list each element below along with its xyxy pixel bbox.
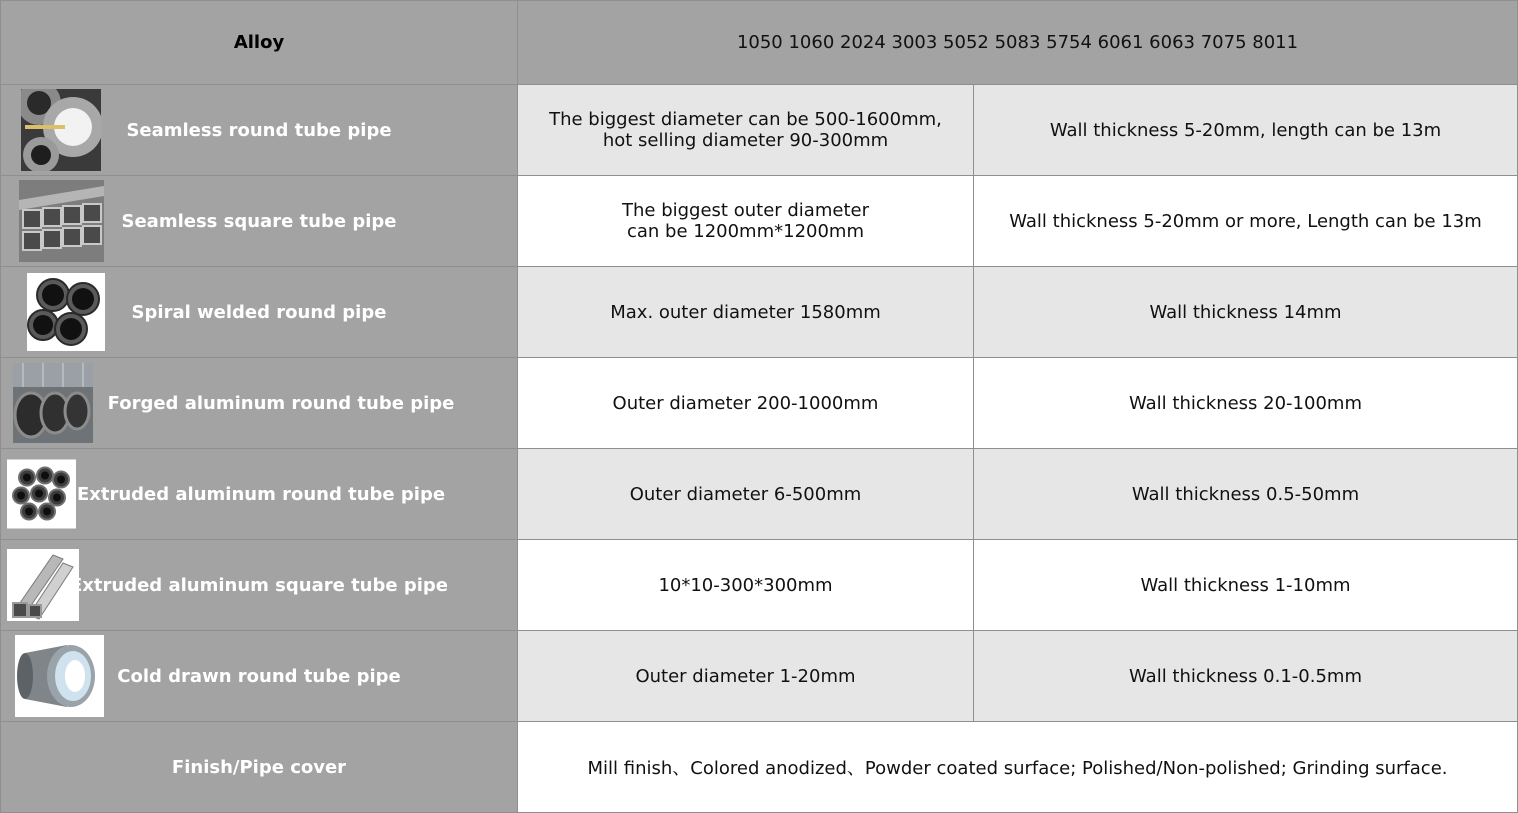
alloy-label: Alloy <box>1 1 518 85</box>
extruded-round-pipe-photo <box>7 460 76 529</box>
product-cell <box>1 540 518 631</box>
thickness-cell: Wall thickness 1-10mm <box>974 540 1518 631</box>
alloy-grades: 1050 1060 2024 3003 5052 5083 5754 6061 6063 7075 8011 <box>518 1 1518 85</box>
table-row <box>1 267 1518 358</box>
table-row <box>1 631 1518 722</box>
table-row <box>1 176 1518 267</box>
product-name: Spiral welded round pipe <box>131 301 387 323</box>
product-name: Cold drawn round tube pipe <box>117 665 401 687</box>
table-row <box>1 449 1518 540</box>
diameter-cell: Outer diameter 1-20mm <box>518 631 974 722</box>
thickness-cell: Wall thickness 0.5-50mm <box>974 449 1518 540</box>
product-cell <box>1 358 518 449</box>
seamless-square-pipe-photo <box>19 180 104 262</box>
product-cell <box>1 85 518 176</box>
diameter-cell: 10*10-300*300mm <box>518 540 974 631</box>
diameter-cell: Outer diameter 6-500mm <box>518 449 974 540</box>
table-row <box>1 540 1518 631</box>
thickness-cell: Wall thickness 14mm <box>974 267 1518 358</box>
product-name: Seamless round tube pipe <box>126 119 392 141</box>
thickness-cell: Wall thickness 20-100mm <box>974 358 1518 449</box>
product-name: Extruded aluminum round tube pipe <box>76 483 446 505</box>
thickness-cell: Wall thickness 5-20mm or more, Length can be 13m <box>974 176 1518 267</box>
product-cell <box>1 449 518 540</box>
extruded-square-pipe-photo <box>7 549 79 621</box>
finish-label: Finish/Pipe cover <box>1 722 518 813</box>
finish-value: Mill finish、Colored anodized、Powder coated surface; Polished/Non-polished; Grinding surface. <box>518 722 1518 813</box>
product-name: Extruded aluminum square tube pipe <box>70 574 448 596</box>
table-row <box>1 358 1518 449</box>
table-row <box>1 85 1518 176</box>
spiral-welded-pipe-photo <box>27 273 105 351</box>
product-cell <box>1 631 518 722</box>
product-cell <box>1 267 518 358</box>
diameter-cell: Outer diameter 200-1000mm <box>518 358 974 449</box>
diameter-cell: The biggest outer diameter can be 1200mm*1200mm <box>518 176 974 267</box>
product-name: Forged aluminum round tube pipe <box>107 392 455 414</box>
finish-row <box>1 722 1518 813</box>
thickness-cell: Wall thickness 0.1-0.5mm <box>974 631 1518 722</box>
thickness-cell: Wall thickness 5-20mm, length can be 13m <box>974 85 1518 176</box>
alloy-row <box>1 1 1518 85</box>
diameter-cell: The biggest diameter can be 500-1600mm, hot selling diameter 90-300mm <box>518 85 974 176</box>
seamless-round-pipe-photo <box>21 89 101 171</box>
cold-drawn-pipe-photo <box>15 635 104 717</box>
product-cell <box>1 176 518 267</box>
product-name: Seamless square tube pipe <box>121 210 397 232</box>
diameter-cell: Max. outer diameter 1580mm <box>518 267 974 358</box>
